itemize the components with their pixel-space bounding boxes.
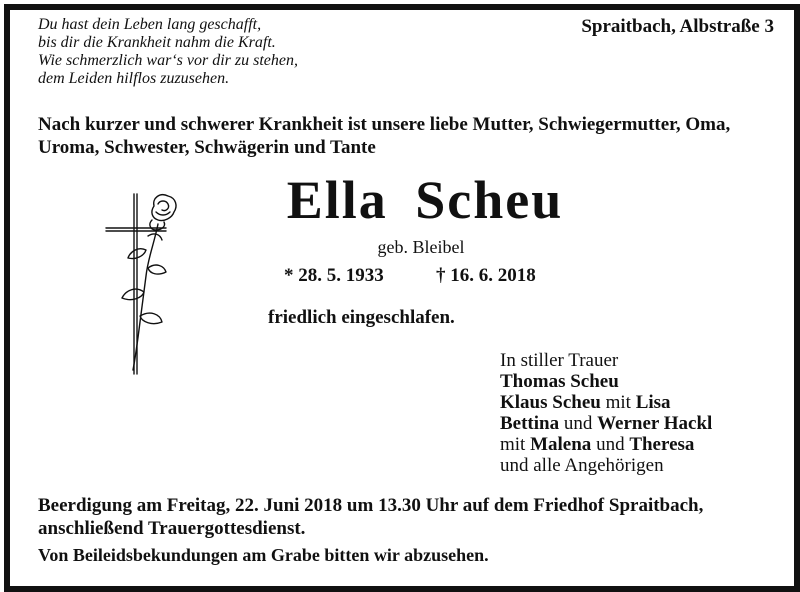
mourners-closing: und alle Angehörigen bbox=[500, 455, 664, 476]
mourner-join: und bbox=[559, 413, 598, 434]
poem-line: bis dir die Krankheit nahm die Kraft. bbox=[38, 34, 276, 51]
birth-date: * 28. 5. 1933 bbox=[284, 265, 384, 286]
poem-line: Wie schmerzlich war‘s vor dir zu stehen, bbox=[38, 52, 298, 69]
poem-line: Du hast dein Leben lang geschafft, bbox=[38, 16, 262, 33]
mourners-list bbox=[500, 350, 780, 476]
mourner-name: Bettina bbox=[500, 413, 560, 434]
mourner-join: und bbox=[591, 434, 630, 455]
mourner-line bbox=[500, 371, 780, 392]
mourner-join: mit bbox=[500, 434, 531, 455]
mourner-join: mit bbox=[600, 392, 636, 413]
mourners-heading: In stiller Trauer bbox=[500, 350, 619, 371]
cross-with-rose-icon bbox=[100, 188, 190, 380]
death-date: † 16. 6. 2018 bbox=[436, 265, 536, 286]
mourner-name: Lisa bbox=[635, 392, 671, 413]
funeral-line: anschließend Trauergottesdienst. bbox=[38, 518, 306, 539]
poem bbox=[38, 16, 438, 88]
mourner-line bbox=[500, 413, 780, 434]
address: Spraitbach, Albstraße 3 bbox=[581, 16, 774, 37]
mourner-name: Klaus Scheu bbox=[500, 392, 601, 413]
mourner-name: Werner Hackl bbox=[597, 413, 713, 434]
intro-text: Nach kurzer und schwerer Krankheit ist unsere liebe Mutter, Schwiegermutter, Oma, Uroma, Schwester, Schwägerin und Tante bbox=[38, 114, 731, 158]
poem-line: dem Leiden hilflos zuzusehen. bbox=[38, 70, 230, 87]
mourner-line bbox=[500, 392, 780, 413]
deceased-name: Ella Scheu bbox=[286, 170, 564, 230]
condolence-note: Von Beileidsbekundungen am Grabe bitten wir abzusehen. bbox=[38, 545, 489, 565]
funeral-info bbox=[38, 494, 783, 540]
maiden-name: geb. Bleibel bbox=[377, 237, 465, 257]
mourner-name: Theresa bbox=[629, 434, 695, 455]
passing-text: friedlich eingeschlafen. bbox=[268, 307, 455, 328]
mourner-name: Thomas Scheu bbox=[500, 371, 619, 392]
mourner-line bbox=[500, 434, 780, 455]
mourner-name: Malena bbox=[530, 434, 592, 455]
funeral-line: Beerdigung am Freitag, 22. Juni 2018 um 13.30 Uhr auf dem Friedhof Spraitbach, bbox=[38, 495, 704, 516]
